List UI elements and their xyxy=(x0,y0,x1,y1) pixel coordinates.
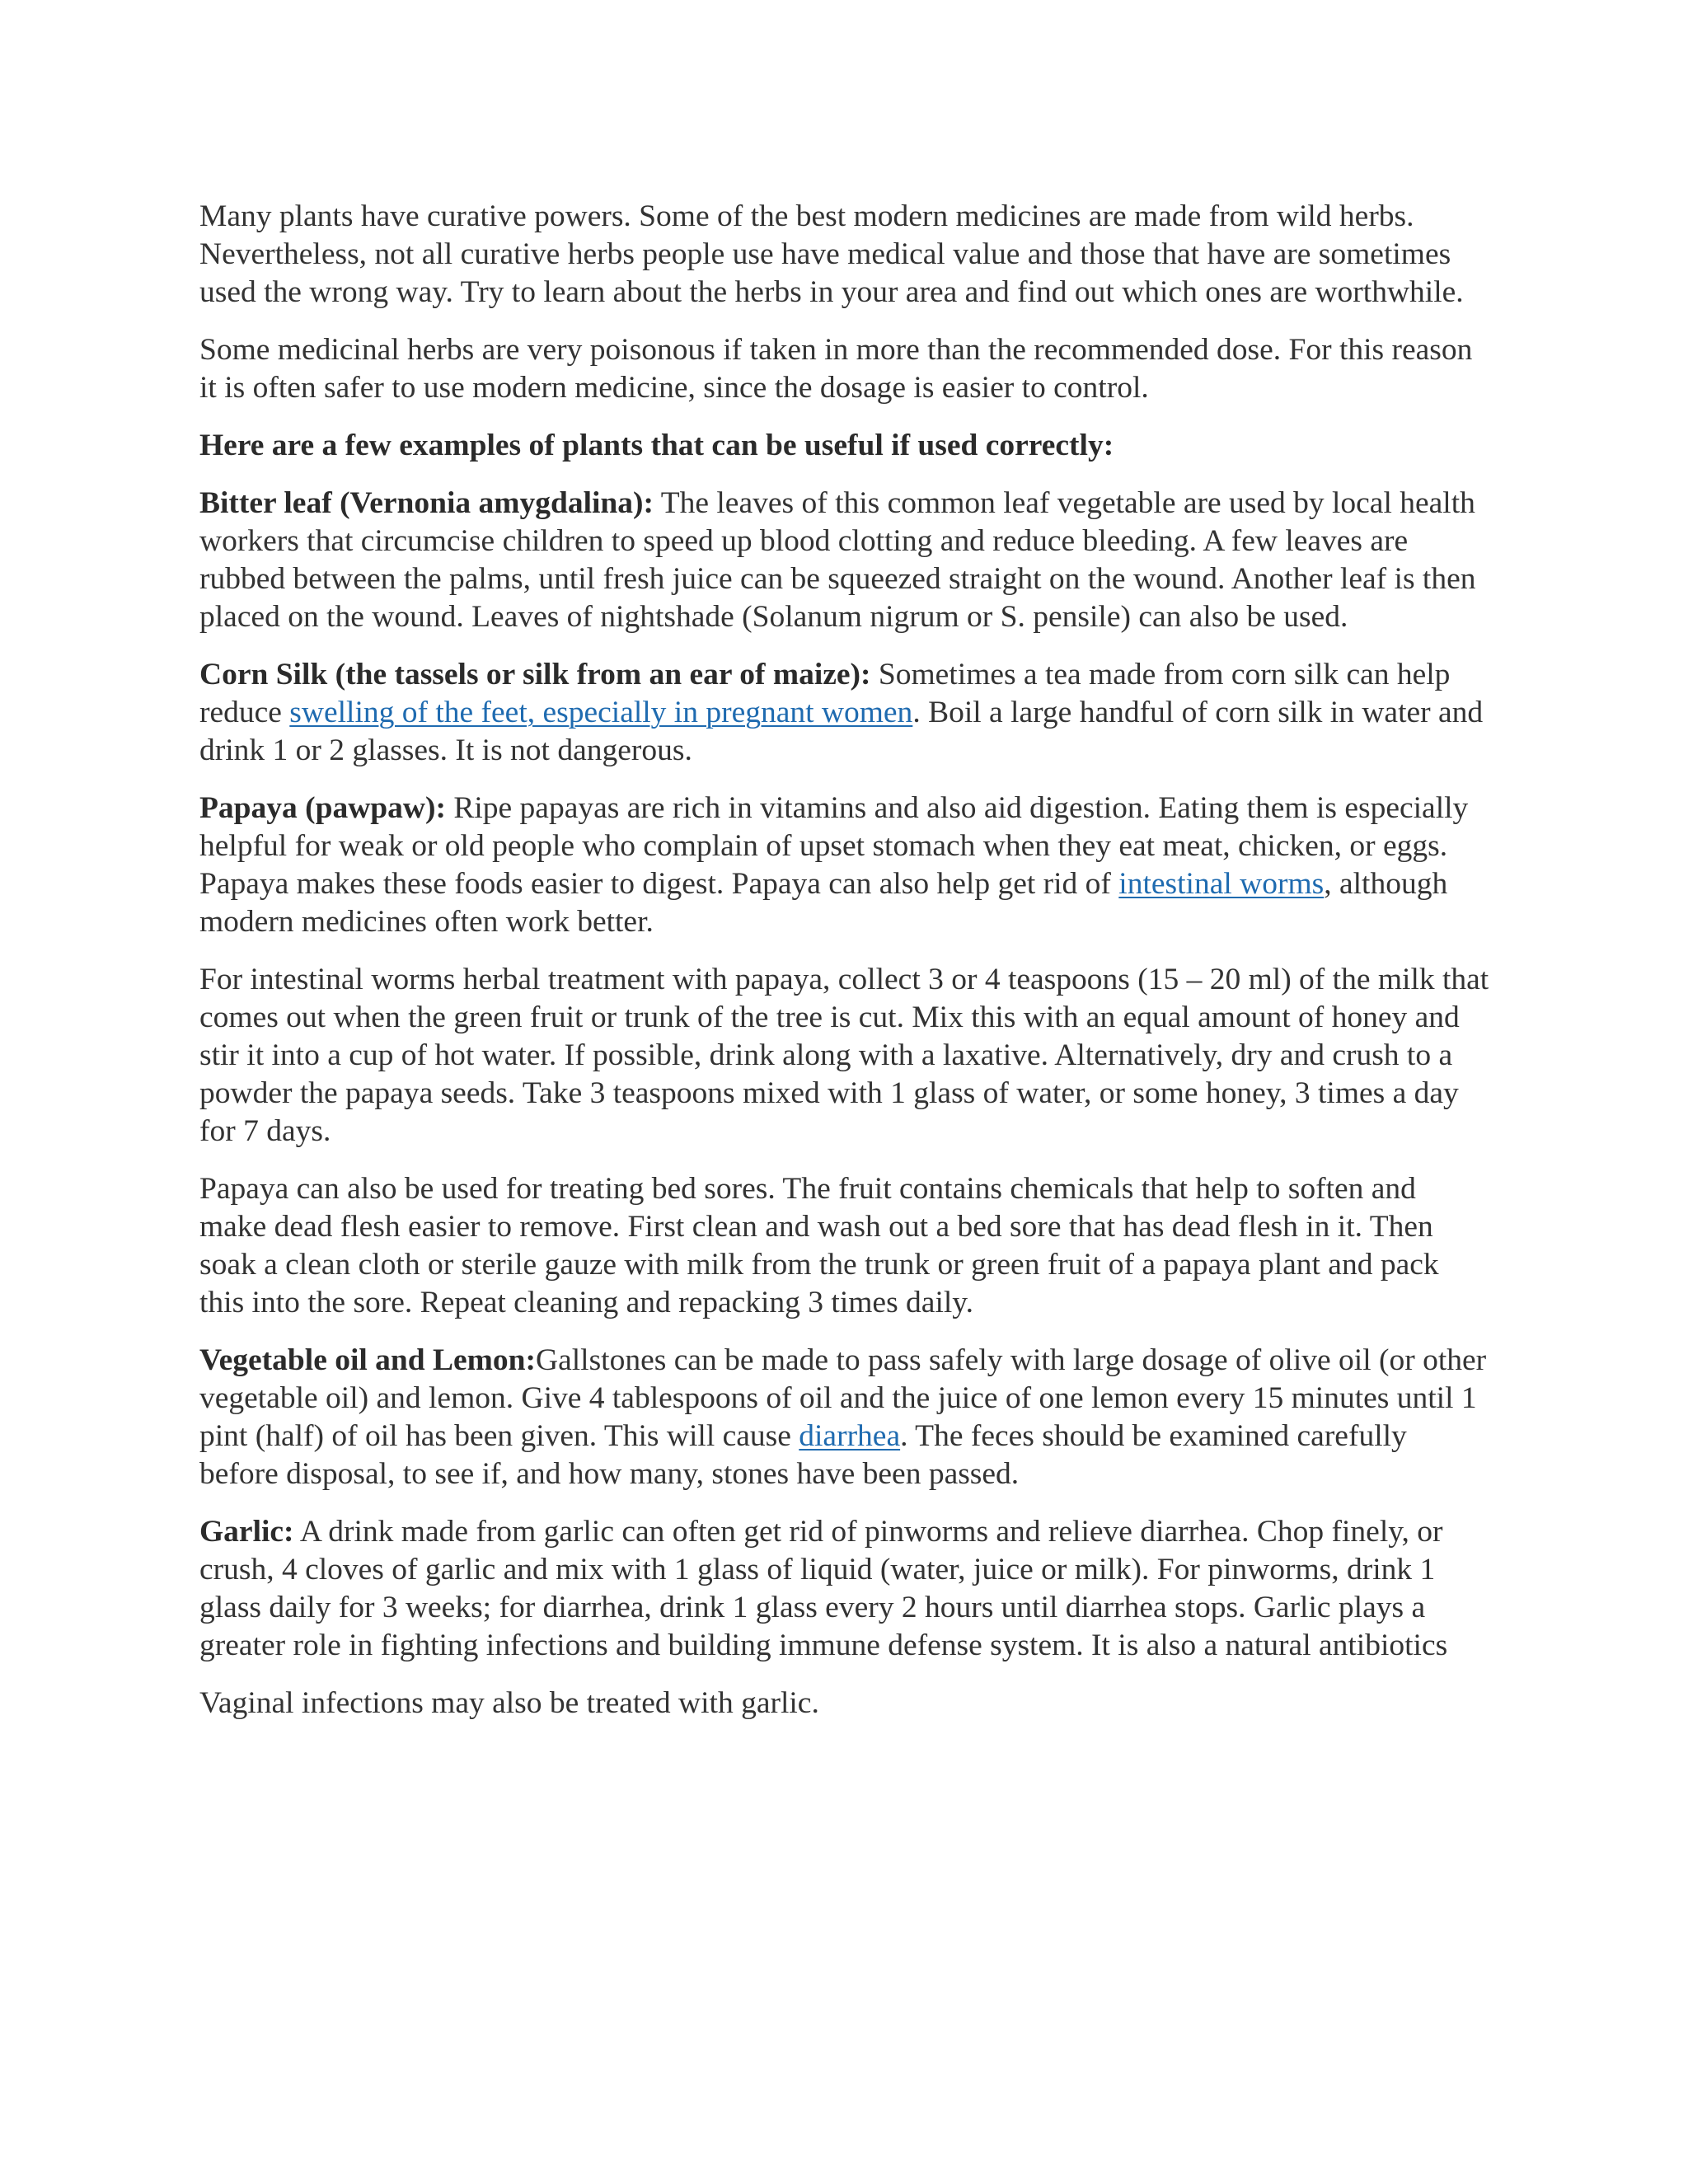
oil-lemon-text-after: . The feces should be examined carefully before disposal, to see if, and how many, stones have been passed. xyxy=(199,1419,1407,1491)
document-body xyxy=(199,198,1489,1742)
bitter-leaf-text: The leaves of this common leaf vegetable are used by local health workers that circumcise children to speed up blood clotting and reduce bleeding. A few leaves are rubbed between the palms, until fresh juice can be squeezed straight on the wound. Another leaf is then placed on the wound. Leaves of nightshade (Solanum nigrum or S. pensile) can also be used. xyxy=(199,486,1476,634)
papaya-text-before: Ripe papayas are rich in vitamins and also aid digestion. Eating them is especially helpful for weak or old people who complain of upset stomach when they eat meat, chicken, or eggs. Papaya makes these foods easier to digest. Papaya can also help get rid of xyxy=(199,791,1469,901)
garlic-text: A drink made from garlic can often get rid of pinworms and relieve diarrhea. Chop finely, or crush, 4 cloves of garlic and mix with 1 glass of liquid (water, juice or milk). For pinworms, drink 1 glass daily for 3 weeks; for diarrhea, drink 1 glass every 2 hours until diarrhea stops. Garlic plays a greater role in fighting infections and building immune defense system. It is also a natural antibiotics xyxy=(199,1515,1448,1662)
bitter-leaf-title: Bitter leaf (Vernonia amygdalina): xyxy=(199,486,654,520)
papaya-text-after: , although modern medicines often work better. xyxy=(199,867,1448,939)
garlic-title: Garlic: xyxy=(199,1515,294,1549)
warning-text: Some medicinal herbs are very poisonous if taken in more than the recommended dose. For this reason it is often safer to use modern medicine, since the dosage is easier to control. xyxy=(199,333,1473,405)
corn-silk-text-after: . Boil a large handful of corn silk in water and drink 1 or 2 glasses. It is not dangerous. xyxy=(199,696,1484,767)
swelling-feet-link[interactable]: swelling of the feet, especially in pregnant women xyxy=(289,696,913,729)
papaya-title: Papaya (pawpaw): xyxy=(199,791,446,825)
intro-text: Many plants have curative powers. Some of the best modern medicines are made from wild herbs. Nevertheless, not all curative herbs people use have medical value and those that have are sometimes used the wrong way. Try to learn about the herbs in your area and find out which ones are worthwhile. xyxy=(199,199,1464,309)
oil-lemon-paragraph xyxy=(199,1342,1489,1493)
oil-lemon-text-before: Gallstones can be made to pass safely with large dosage of olive oil (or other vegetable oil) and lemon. Give 4 tablespoons of oil and the juice of one lemon every 15 minutes until 1 pint (half) of oil has been given. This will cause xyxy=(199,1343,1487,1453)
papaya-sores-text: Papaya can also be used for treating bed sores. The fruit contains chemicals that help to soften and make dead flesh easier to remove. First clean and wash out a bed sore that has dead flesh in it. Then soak a clean cloth or sterile gauze with milk from the trunk or green fruit of a papaya plant and pack this into the sore. Repeat cleaning and repacking 3 times daily. xyxy=(199,1172,1439,1319)
bitter-leaf-paragraph xyxy=(199,485,1489,636)
papaya-worms-text: For intestinal worms herbal treatment with papaya, collect 3 or 4 teaspoons (15 – 20 ml) of the milk that comes out when the green fruit or trunk of the tree is cut. Mix this with an equal amount of honey and stir it into a cup of hot water. If possible, drink along with a laxative. Alternatively, dry and crush to a powder the papaya seeds. Take 3 teaspoons mixed with 1 glass of water, or some honey, 3 times a day for 7 days. xyxy=(199,963,1489,1148)
corn-silk-paragraph xyxy=(199,656,1489,770)
intro-paragraph xyxy=(199,198,1489,312)
garlic-paragraph xyxy=(199,1513,1489,1665)
diarrhea-link[interactable]: diarrhea xyxy=(799,1419,901,1453)
vaginal-text: Vaginal infections may also be treated with garlic. xyxy=(199,1686,819,1720)
papaya-paragraph xyxy=(199,790,1489,941)
oil-lemon-title: Vegetable oil and Lemon: xyxy=(199,1343,536,1377)
vaginal-paragraph xyxy=(199,1685,1489,1722)
papaya-worms-paragraph xyxy=(199,961,1489,1151)
examples-heading xyxy=(199,427,1489,465)
papaya-sores-paragraph xyxy=(199,1170,1489,1322)
corn-silk-title: Corn Silk (the tassels or silk from an ear of maize): xyxy=(199,658,871,691)
intestinal-worms-link[interactable]: intestinal worms xyxy=(1118,867,1325,901)
corn-silk-text-before: Sometimes a tea made from corn silk can help reduce xyxy=(199,658,1451,729)
warning-paragraph xyxy=(199,331,1489,407)
examples-heading-text: Here are a few examples of plants that can be useful if used correctly: xyxy=(199,429,1114,462)
